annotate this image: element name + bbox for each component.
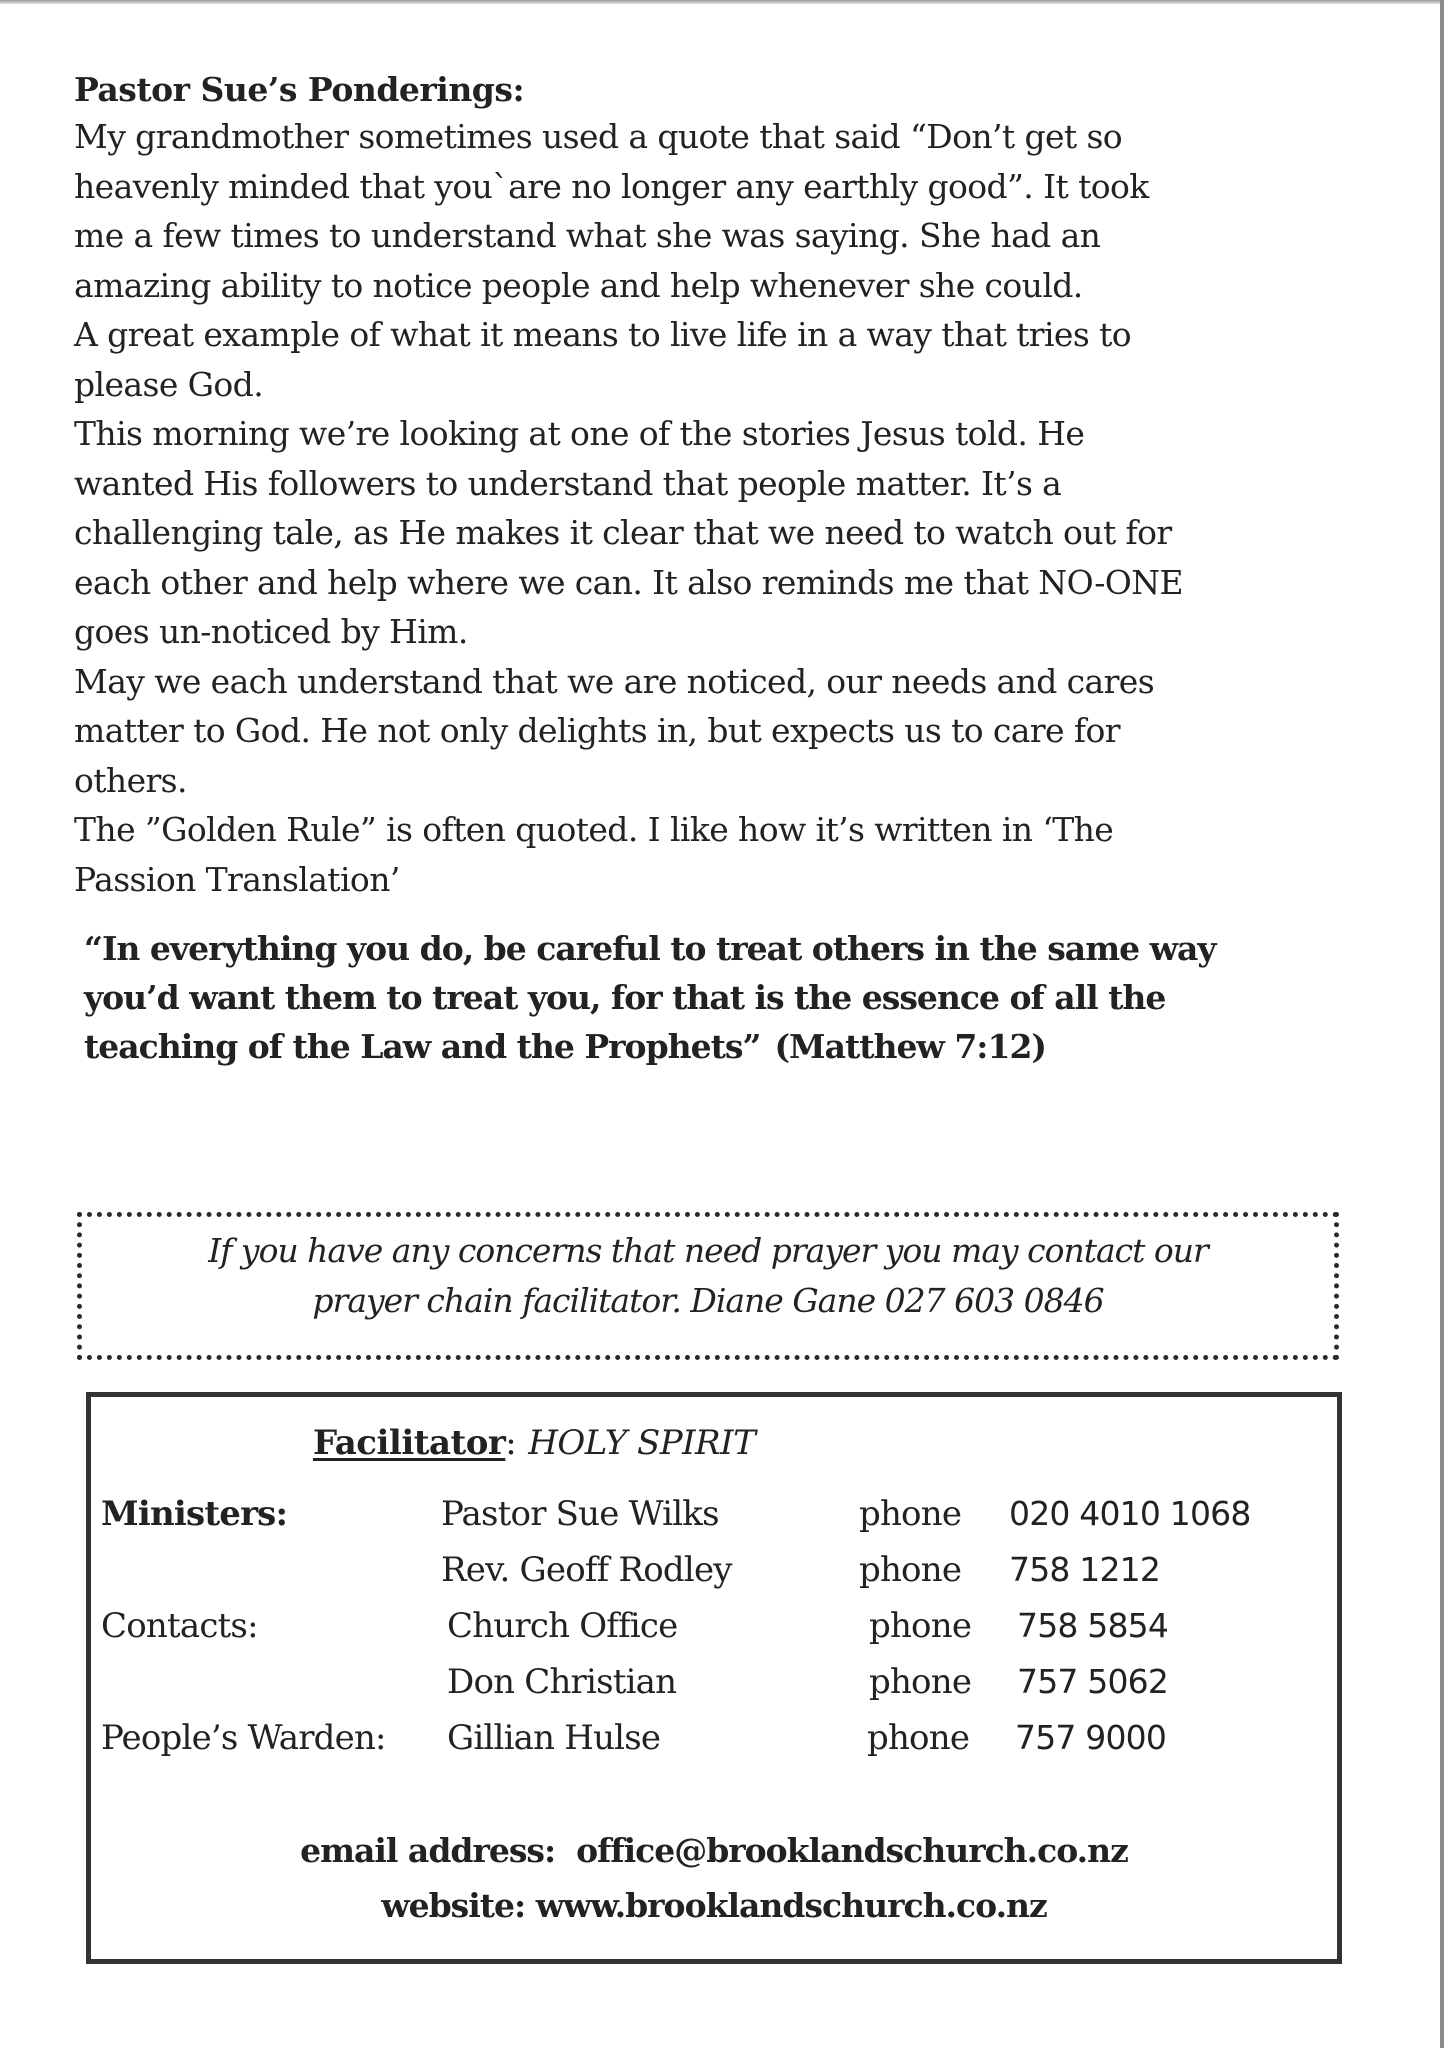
prayer-notice-line: prayer chain facilitator. Diane Gane 027 603 0846 [312, 1281, 1104, 1320]
scripture-reference: (Matthew 7:12) [774, 1027, 1047, 1066]
phone-number: 758 5854 [1017, 1606, 1169, 1645]
phone-number: 758 1212 [1009, 1550, 1161, 1589]
website-link[interactable]: www.brooklandschurch.co.nz [535, 1886, 1047, 1925]
contact-row [91, 1718, 1337, 1774]
prayer-chain-notice [77, 1212, 1339, 1360]
prayer-notice-line: If you have any concerns that need prayer you may contact our [208, 1231, 1208, 1270]
facilitator-line [313, 1423, 755, 1463]
phone-label: phone [869, 1606, 972, 1646]
quote-line: “In everything you do, be careful to treat others in the same way [84, 929, 1216, 968]
contact-name: Pastor Sue Wilks [441, 1494, 719, 1534]
article-line: others. [74, 760, 187, 800]
scan-edge-top [0, 0, 1440, 4]
article-line: challenging tale, as He makes it clear that we need to watch out for [74, 513, 1172, 552]
scan-edge-right [1440, 0, 1444, 2048]
article-line: please God. [74, 364, 264, 404]
contact-name: Church Office [447, 1606, 678, 1646]
article-line: me a few times to understand what she was saying. She had an [74, 216, 1101, 255]
article-line: This morning we’re looking at one of the stories Jesus told. He [74, 414, 1085, 453]
article-line: Passion Translation’ [74, 859, 400, 899]
phone-label: phone [867, 1718, 970, 1758]
contact-name: Rev. Geoff Rodley [441, 1550, 732, 1590]
quote-line-text: teaching of the Law and the Prophets” [84, 1027, 761, 1066]
contact-row [91, 1550, 1337, 1606]
website-label: website: [381, 1886, 526, 1925]
article-line: My grandmother sometimes used a quote that said “Don’t get so [74, 117, 1123, 156]
contact-row [91, 1494, 1337, 1550]
contact-row [91, 1662, 1337, 1718]
phone-number: 757 9000 [1015, 1718, 1167, 1757]
facilitator-value: HOLY SPIRIT [528, 1423, 756, 1463]
contact-name: Don Christian [447, 1662, 677, 1702]
website-line [91, 1886, 1337, 1925]
email-link[interactable]: office@brooklandschurch.co.nz [576, 1831, 1128, 1870]
phone-label: phone [869, 1662, 972, 1702]
pastor-ponderings-article [74, 68, 1374, 904]
phone-number: 757 5062 [1017, 1662, 1169, 1701]
email-label: email address: [300, 1831, 556, 1870]
quote-line: you’d want them to treat you, for that is the essence of all the [84, 978, 1166, 1017]
phone-label: phone [859, 1494, 962, 1534]
article-line: wanted His followers to understand that people matter. It’s a [74, 463, 1062, 503]
article-heading: Pastor Sue’s Ponderings: [74, 70, 525, 109]
article-line: May we each understand that we are noticed, our needs and cares [74, 661, 1155, 701]
phone-label: phone [859, 1550, 962, 1590]
contact-role: People’s Warden: [101, 1718, 386, 1758]
contact-row [91, 1606, 1337, 1662]
facilitator-label: Facilitator [313, 1423, 506, 1463]
article-line: heavenly minded that you`are no longer any earthly good”. It took [74, 166, 1149, 206]
church-contacts-box [86, 1392, 1342, 1964]
contact-name: Gillian Hulse [447, 1718, 661, 1758]
article-line: goes un-noticed by Him. [74, 612, 468, 651]
email-line [91, 1831, 1337, 1870]
facilitator-colon: : [505, 1423, 517, 1463]
article-body [74, 112, 1374, 904]
quote-line [84, 1022, 1364, 1071]
contact-role: Contacts: [101, 1606, 258, 1646]
article-line: amazing ability to notice people and help whenever she could. [74, 265, 1083, 305]
contact-role: Ministers: [101, 1494, 288, 1534]
article-line: A great example of what it means to live life in a way that tries to [74, 315, 1132, 354]
phone-number: 020 4010 1068 [1009, 1494, 1251, 1533]
article-line: each other and help where we can. It also reminds me that NO-ONE [74, 562, 1183, 602]
scripture-quote [84, 924, 1364, 1071]
article-line: The ”Golden Rule” is often quoted. I like how it’s written in ‘The [74, 810, 1114, 849]
article-line: matter to God. He not only delights in, but expects us to care for [74, 711, 1120, 750]
